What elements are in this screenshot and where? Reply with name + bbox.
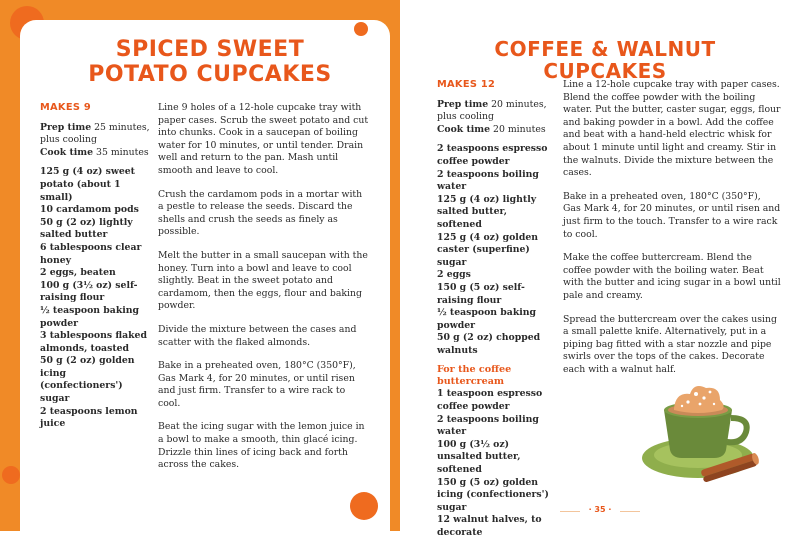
ingredient-item: 2 teaspoons boiling water <box>437 413 539 438</box>
ingredient-item: 125 g (4 oz) golden caster (superfine) sugar <box>437 231 539 268</box>
method-right <box>563 79 781 387</box>
ingredient-item: 50 g (2 oz) golden icing (confectioners') sugar <box>40 355 135 405</box>
ingredient-item: 12 walnut halves, to decorate <box>437 514 542 538</box>
ingredient-item: 100 g (3½ oz) unsalted butter, softened <box>437 438 521 476</box>
method-step: Line a 12-hole cupcake tray with paper cases. Blend the coffee powder with the boiling water. Put the butter, caster sugar, eggs, flour and baking powder in a bowl. Add the coffee and beat with a hand-held electric whisk for about 1 minute until light and creamy. Stir in the walnuts. Divide the mixture between the cases. <box>563 79 781 179</box>
ingredient-item: 100 g (3½ oz) self-raising flour <box>40 279 138 304</box>
ingredient-item: 150 g (5 oz) golden icing (confectioners') sugar <box>437 476 549 513</box>
makes-label: MAKES 12 <box>437 79 496 90</box>
ingredient-item: 125 g (4 oz) lightly salted butter, softened <box>437 193 537 230</box>
recipe-title-right: COFFEE & WALNUT CUPCAKES <box>494 37 716 84</box>
timing-block: Prep time 20 minutes, plus cooling Cook time 20 minutes <box>437 98 547 135</box>
coffee-cup-with-cinnamon-icon <box>638 372 758 482</box>
page-number: · 35 · <box>580 505 620 519</box>
ingredient-item: 3 tablespoons flaked almonds, toasted <box>40 330 147 354</box>
ingredient-item: 10 cardamom pods <box>40 204 139 216</box>
ingredient-item: 2 eggs, beaten <box>40 267 116 279</box>
buttercream-heading: For the coffee buttercream <box>437 364 512 388</box>
ingredient-item: ½ teaspoon baking powder <box>437 307 537 331</box>
method-step: Divide the mixture between the cases and scatter with the flaked almonds. <box>158 323 357 348</box>
decorative-circle-icon <box>354 22 368 36</box>
method-step: Melt the butter in a small saucepan with the honey. Turn into a bowl and leave to cool slightly. Beat in the sweet potato and cardamom, then the eggs, flour and baking powder. <box>158 249 368 312</box>
method-step: Bake in a preheated oven, 180°C (350°F), Gas Mark 4, for 20 minutes, or until risen and just firm. Transfer to a wire rack to cool. <box>158 360 356 409</box>
ingredient-item: 2 teaspoons boiling water <box>437 168 539 193</box>
ingredient-item: 125 g (4 oz) sweet potato (about 1 small) <box>40 166 135 203</box>
ingredient-item: 2 teaspoons lemon juice <box>40 405 138 430</box>
method-step: Spread the buttercream over the cakes using a small palette knife. Alternatively, put in a piping bag fitted with a star nozzle and pipe swirls over the tops of the cakes. Decorate each with a walnut half. <box>563 313 777 375</box>
recipe-title-left: SPICED SWEET POTATO CUPCAKES <box>88 37 332 87</box>
method-step: Crush the cardamom pods in a mortar with a pestle to release the seeds. Discard the shells and crush the seeds as finely as possible. <box>158 188 363 238</box>
makes-label: MAKES 9 <box>40 102 91 113</box>
ingredient-item: 6 tablespoons clear honey <box>40 241 142 266</box>
timing-block: Prep time 25 minutes, plus cooling Cook time 35 minutes <box>40 121 150 158</box>
ingredient-item: 1 teaspoon espresso coffee powder <box>437 388 543 413</box>
decorative-circle-icon <box>350 492 378 520</box>
ingredients-left <box>40 102 150 431</box>
ingredient-item: 150 g (5 oz) self-raising flour <box>437 281 525 306</box>
method-step: Beat the icing sugar with the lemon juice in a bowl to make a smooth, thin glacé icing. Drizzle thin lines of icing back and forth across the cakes. <box>158 421 365 471</box>
ingredients-right <box>437 79 552 540</box>
method-step: Line 9 holes of a 12-hole cupcake tray with paper cases. Scrub the sweet potato and cut into chunks. Cook in a saucepan of boiling water for 10 minutes, or until tender. Drain well and return to the pan. Mash until smooth and leave to cool. <box>158 102 369 176</box>
ingredient-item: 50 g (2 oz) chopped walnuts <box>437 332 541 356</box>
method-step: Make the coffee buttercream. Blend the coffee powder with the boiling water. Beat with the butter and icing sugar in a bowl until pale and creamy. <box>563 252 781 301</box>
method-step: Bake in a preheated oven, 180°C (350°F), Gas Mark 4, for 20 minutes, or until risen and just firm to the touch. Transfer to a wire rack to cool. <box>563 190 781 240</box>
ingredient-item: 50 g (2 oz) lightly salted butter <box>40 216 133 241</box>
ingredient-item: 2 eggs <box>437 269 471 281</box>
method-left <box>158 102 370 483</box>
decorative-circle-icon <box>2 466 20 484</box>
ingredient-item: ½ teaspoon baking powder <box>40 304 140 329</box>
ingredient-item: 2 teaspoons espresso coffee powder <box>437 143 548 167</box>
